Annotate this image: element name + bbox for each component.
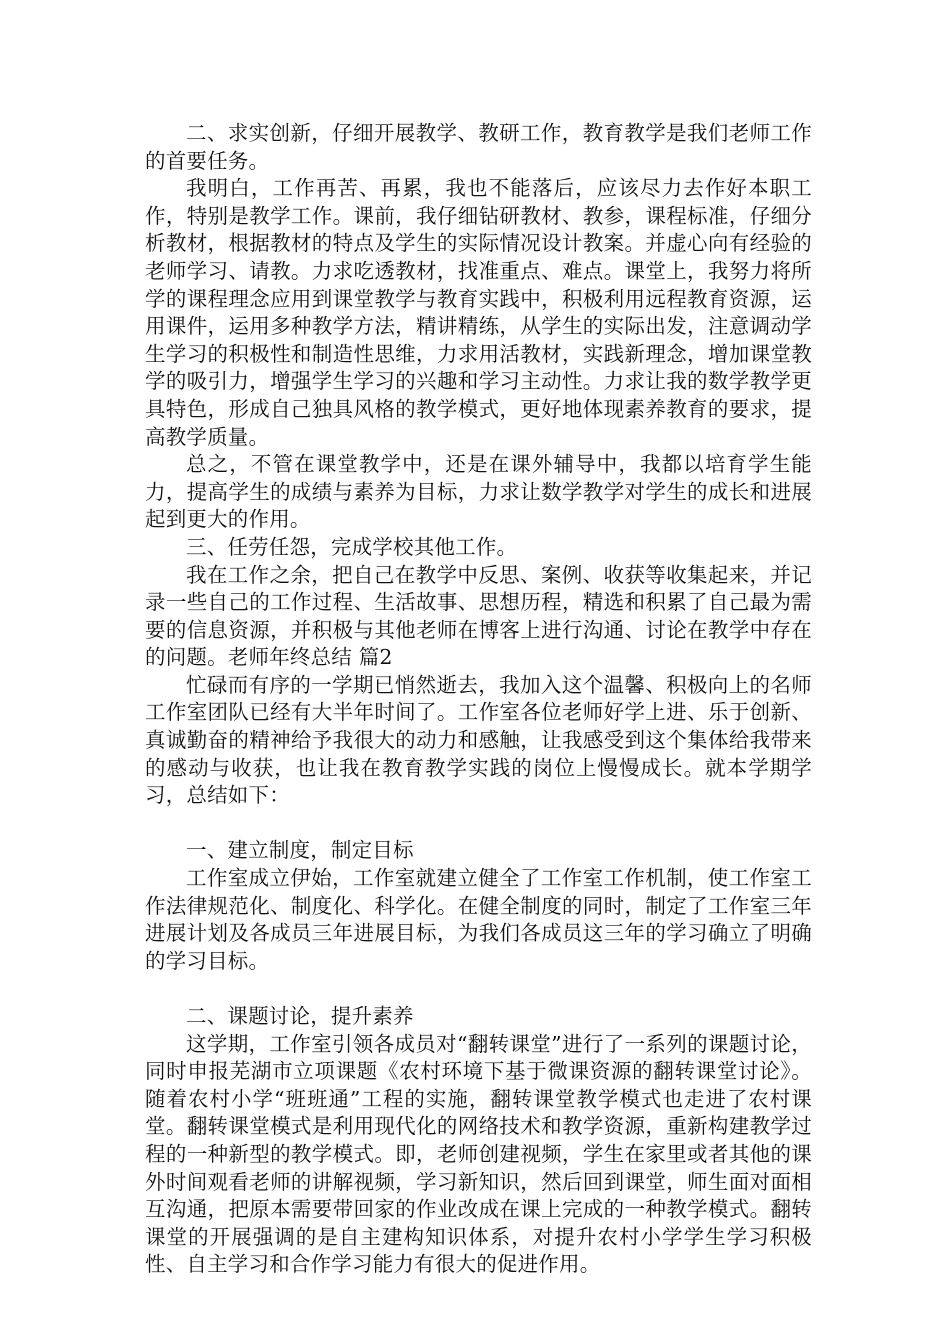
paragraph-teaching-work: 我明白，工作再苦、再累，我也不能落后，应该尽力去作好本职工作，特别是教学工作。课前，我仔细钻研教材、教参，课程标准，仔细分析教材，根据教材的特点及学生的实际情况设计教案。并虚心向有经验的老师学习、请教。力求吃透教材，找准重点、难点。课堂上，我努力将所学的课程理念应用到课堂教学与教育实践中，积极利用远程教育资源，运用课件，运用多种教学方法，精讲精练，从学生的实际出发，注意调动学生学习的积极性和制造性思维，力求用活教材，实践新理念，增加课堂教学的吸引力，增强学生学习的兴趣和学习主动性。力求让我的数学教学更具特色，形成自己独具风格的教学模式，更好地体现素养教育的要求，提高教学质量。 bbox=[145, 176, 812, 449]
paragraph-heading-system: 一、建立制度，制定目标 bbox=[186, 838, 414, 863]
paragraph-system-detail: 工作室成立伊始，工作室就建立健全了工作室工作机制，使工作室工作法律规范化、制度化、科学化。在健全制度的同时，制定了工作室三年进展计划及各成员三年进展目标，为我们各成员这三年的学习确立了明确的学习目标。 bbox=[145, 866, 812, 973]
paragraph-section-three-heading: 三、任劳任怨，完成学校其他工作。 bbox=[186, 534, 518, 559]
paragraph-reflection: 我在工作之余，把自己在教学中反思、案例、收获等收集起来，并记录一些自己的工作过程、生活故事、思想历程，精选和积累了自己最为需要的信息资源，并积极与其他老师在博客上进行沟通、讨论在教学中存在的问题。老师年终总结 篇2 bbox=[145, 562, 812, 670]
paragraph-heading-research: 二、课题讨论，提升素养 bbox=[186, 1004, 414, 1028]
paragraph-section-two-heading: 二、求实创新，仔细开展教学、教研工作，教育教学是我们老师工作的首要任务。 bbox=[145, 121, 812, 173]
paragraph-research-detail: 这学期，工作室引领各成员对“翻转课堂”进行了一系列的课题讨论，同时申报芜湖市立项课题《农村环境下基于微课资源的翻转课堂讨论》。随着农村小学“班班通”工程的实施，翻转课堂教学模式也走进了农村课堂。翻转课堂模式是利用现代化的网络技术和教学资源，重新构建教学过程的一种新型的教学模式。即，老师创建视频，学生在家里或者其他的课外时间观看老师的讲解视频，学习新知识，然后回到课堂，师生面对面相互沟通，把原本需要带回家的作业改成在课上完成的一种教学模式。翻转课堂的开展强调的是自主建构知识体系，对提升农村小学学生学习积极性、自主学习和合作学习能力有很大的促进作用。 bbox=[145, 1031, 812, 1277]
paragraph-semester-intro: 忙碌而有序的一学期已悄然逝去，我加入这个温馨、积极向上的名师工作室团队已经有大半年时间了。工作室各位老师好学上进、乐于创新、真诚勤奋的精神给予我很大的动力和感触，让我感受到这个集体给我带来的感动与收获，也让我在教育教学实践的岗位上慢慢成长。就本学期学习，总结如下： bbox=[145, 672, 812, 808]
paragraph-summary: 总之，不管在课堂教学中，还是在课外辅导中，我都以培育学生能力，提高学生的成绩与素养为目标，力求让数学教学对学生的成长和进展起到更大的作用。 bbox=[145, 452, 812, 532]
document-body bbox=[145, 120, 812, 1279]
